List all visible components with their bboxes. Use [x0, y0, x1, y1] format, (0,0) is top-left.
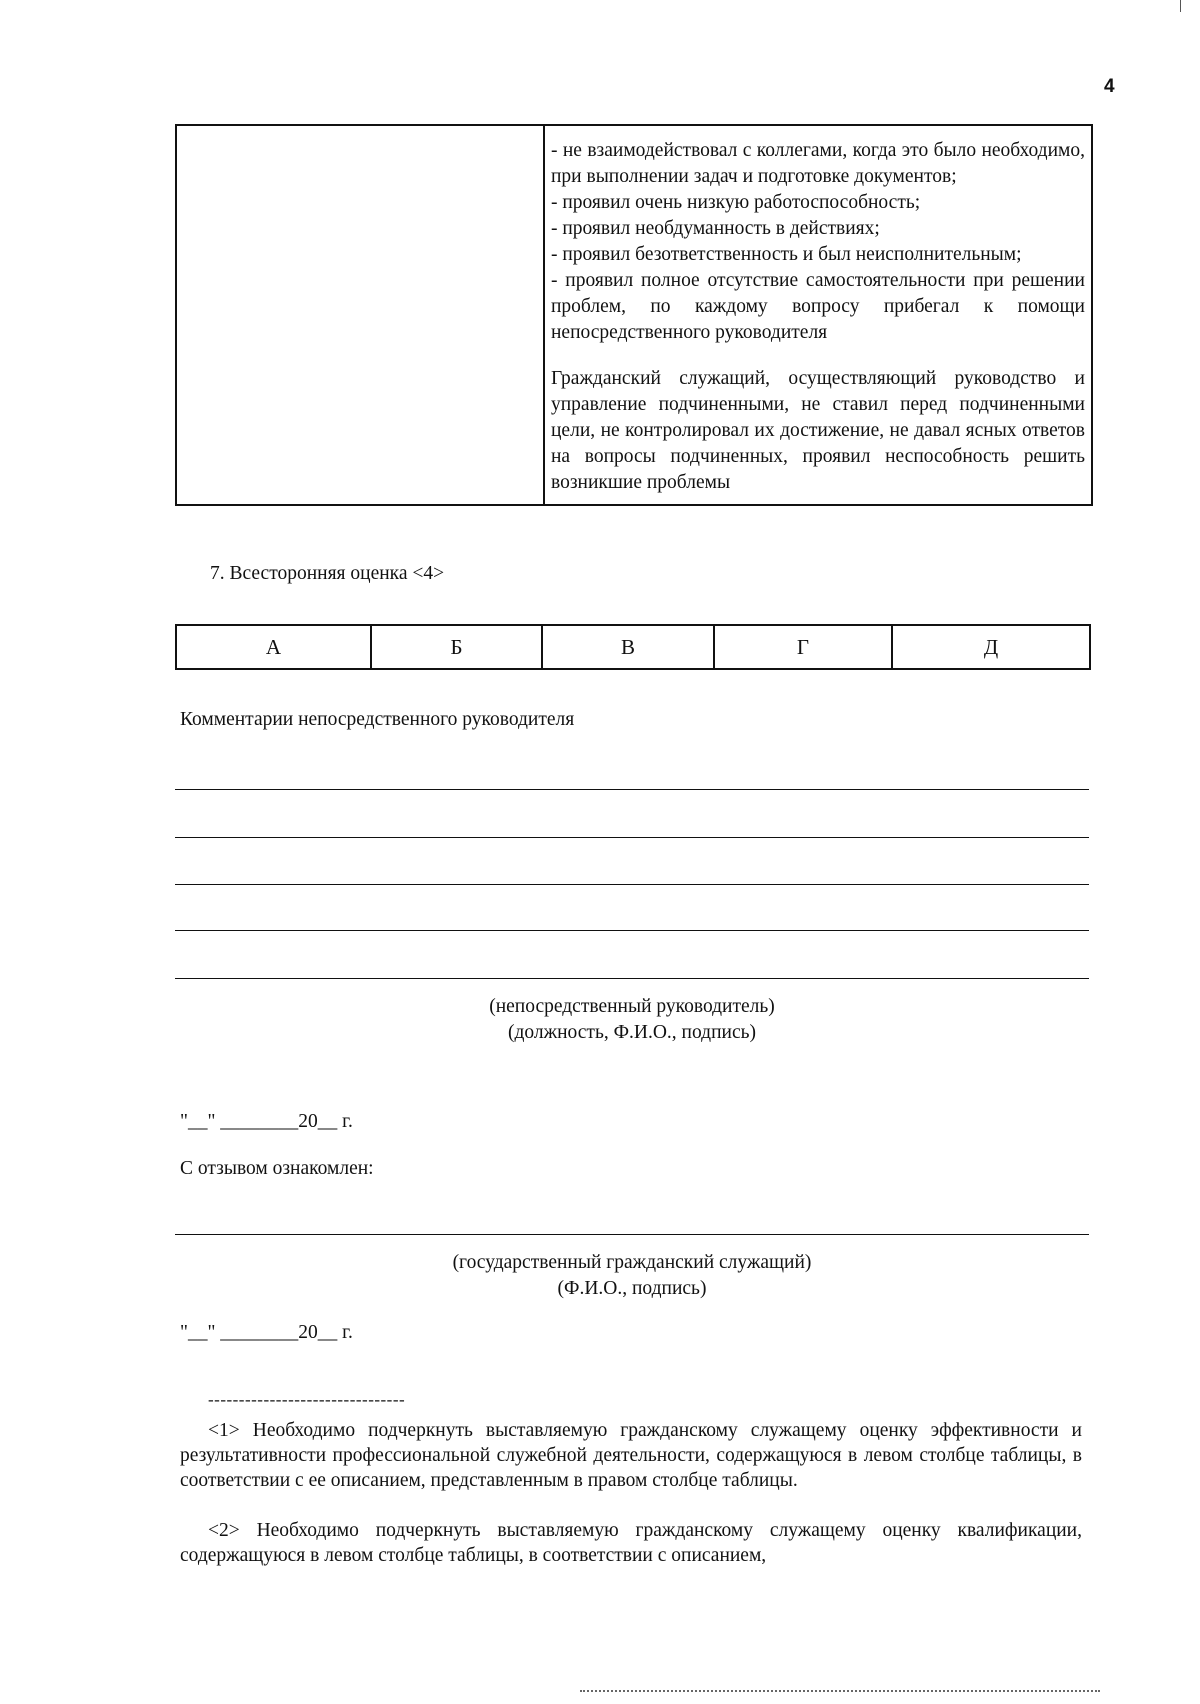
- supervisor-caption: [175, 994, 1089, 1046]
- supervisor-date-line[interactable]: "__" ________20__ г.: [180, 1111, 353, 1132]
- comment-line[interactable]: [175, 884, 1089, 885]
- grade-a-cell[interactable]: А: [176, 625, 371, 669]
- footnote-separator: --------------------------------: [208, 1390, 406, 1409]
- criteria-line: - проявил полное отсутствие самостоятельности при решении проблем, по каждому вопросу прибегал к помощи непосредственного руководителя: [551, 270, 1085, 343]
- manager-criteria-paragraph: Гражданский служащий, осуществляющий руководство и управление подчиненными, не ставил перед подчиненными цели, не контролировал их достижение, не давал ясных ответов на вопросы подчиненных, проявил неспособность решить возникшие проблемы: [551, 368, 1085, 493]
- section-title: 7. Всесторонняя оценка <4>: [210, 563, 445, 584]
- criteria-description-cell: [544, 125, 1092, 505]
- employee-caption-line2: (Ф.И.О., подпись): [557, 1278, 707, 1299]
- scan-edge-noise: [580, 1690, 1100, 1692]
- employee-date-line[interactable]: "__" ________20__ г.: [180, 1322, 353, 1343]
- employee-caption: [175, 1250, 1089, 1302]
- footnote-2: <2> Необходимо подчеркнуть выставляемую гражданскому служащему оценку квалификации, содержащуюся в левом столбце таблицы, в соответствии с описанием,: [180, 1520, 1082, 1566]
- comments-label: Комментарии непосредственного руководителя: [180, 709, 575, 730]
- criteria-line: - проявил безответственность и был неисполнительным;: [551, 244, 1022, 265]
- supervisor-caption-line1: (непосредственный руководитель): [489, 996, 775, 1017]
- criteria-rating-cell: [176, 125, 544, 505]
- comment-line[interactable]: [175, 837, 1089, 838]
- criteria-line: - проявил необдуманность в действиях;: [551, 218, 880, 239]
- grade-d-cell[interactable]: Д: [892, 625, 1090, 669]
- criteria-line: - проявил очень низкую работоспособность;: [551, 192, 921, 213]
- grade-g-cell[interactable]: Г: [714, 625, 892, 669]
- comment-line[interactable]: [175, 789, 1089, 790]
- criteria-table: [175, 124, 1093, 506]
- page-edge-mark: [1180, 0, 1181, 12]
- page-number: 4: [1104, 76, 1115, 97]
- supervisor-caption-line2: (должность, Ф.И.О., подпись): [507, 1022, 756, 1043]
- criteria-line: - не взаимодействовал с коллегами, когда это было необходимо, при выполнении задач и подготовке документов;: [551, 140, 1085, 187]
- comment-line[interactable]: [175, 930, 1089, 931]
- employee-signature-line[interactable]: [175, 1234, 1089, 1235]
- acquainted-label: С отзывом ознакомлен:: [180, 1158, 374, 1179]
- employee-caption-line1: (государственный гражданский служащий): [452, 1252, 812, 1273]
- footnote-1: <1> Необходимо подчеркнуть выставляемую гражданскому служащему оценку эффективности и результативности профессиональной служебной деятельности, содержащуюся в левом столбце таблицы, в соответствии с ее описанием, представленным в правом столбце таблицы.: [180, 1420, 1082, 1491]
- grade-v-cell[interactable]: В: [542, 625, 714, 669]
- grade-b-cell[interactable]: Б: [371, 625, 542, 669]
- rating-grade-table: [175, 624, 1091, 670]
- supervisor-signature-line[interactable]: [175, 978, 1089, 979]
